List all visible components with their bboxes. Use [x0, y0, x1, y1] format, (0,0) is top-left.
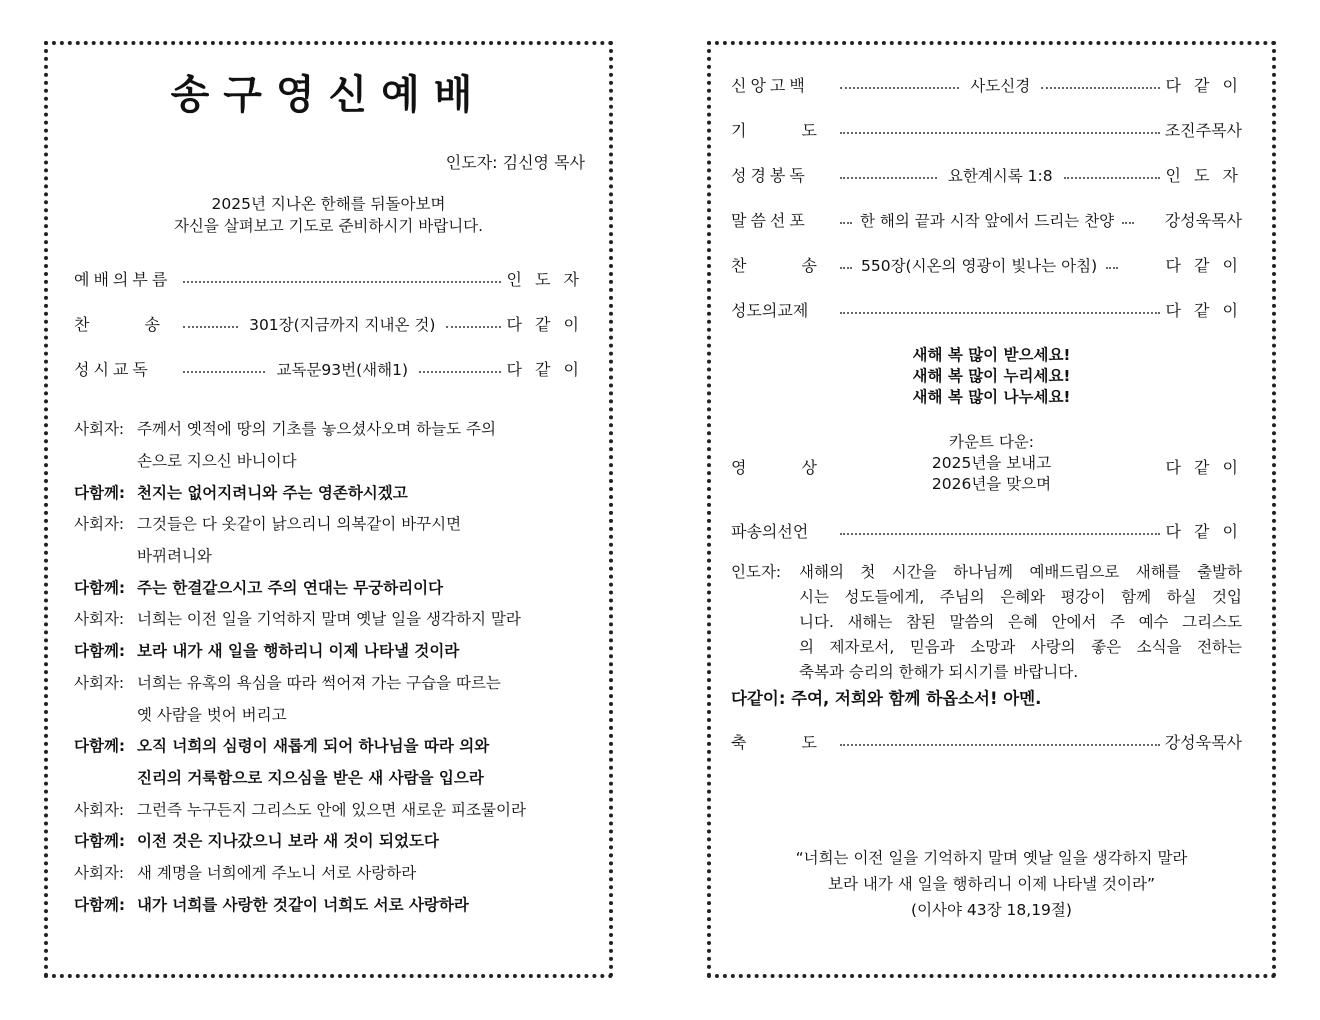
order-row-hymn [731, 253, 1242, 276]
verse-line: 보라 내가 새 일을 행하리니 이제 나타낼 것이라” [827, 875, 1155, 893]
order-detail: 550장(시온의 영광이 빛나는 아침) [861, 256, 1098, 275]
right-page [707, 41, 1276, 978]
leader-dots [183, 371, 265, 373]
greeting-line: 새해 복 많이 나누세요! [912, 388, 1071, 406]
leader-dots [183, 326, 238, 328]
closing-verse [711, 845, 1272, 923]
order-row-responsive-reading [74, 357, 583, 380]
leader-dots [840, 177, 937, 179]
order-name: 파송의선언 [731, 522, 809, 541]
reading-line: 다함께: 주는 한결같으시고 주의 연대는 무궁하리이다 [74, 578, 444, 597]
order-row-prayer [731, 118, 1242, 141]
reading-line: 사회자: 그것들은 다 옷같이 낡으리니 의복같이 바꾸시면 [74, 515, 462, 534]
greeting-line: 새해 복 많이 받으세요! [912, 346, 1071, 364]
order-responder: 조진주목사 [1164, 121, 1242, 140]
reading-line: 사회자: 너희는 유혹의 욕심을 따라 썩어져 가는 구습을 따르는 [74, 673, 501, 692]
order-row-creed [731, 73, 1242, 96]
greeting-line: 새해 복 많이 누리세요! [912, 367, 1071, 385]
reading-line: 바뀌려니와 [137, 547, 212, 566]
video-responder: 다 같 이 [1165, 458, 1242, 477]
order-detail: 301장(지금까지 지내온 것) [249, 315, 436, 334]
reading-line: 다함께: 오직 너희의 심령이 새롭게 되어 하나님을 따라 의와 [74, 737, 490, 756]
reading-line: 손으로 지으신 바니이다 [137, 452, 297, 471]
leader-dots [419, 371, 501, 373]
new-year-greetings [711, 345, 1272, 408]
order-responder: 강성욱목사 [1164, 211, 1242, 230]
leader-dots [840, 132, 1160, 134]
order-row-call-to-worship [74, 267, 583, 290]
order-detail: 한 해의 끝과 시작 앞에서 드리는 찬양 [860, 211, 1115, 230]
closing-speaker: 인도자: [731, 563, 782, 581]
reading-line: 사회자: 새 계명을 너희에게 주노니 서로 사랑하라 [74, 863, 417, 882]
intro-text [48, 193, 609, 237]
closing-line: 의 제자로서, 믿음과 소망과 사랑의 좋은 소식을 전하는 [799, 638, 1242, 656]
leader-dots [840, 222, 852, 224]
order-responder: 다 같 이 [1165, 522, 1242, 541]
order-row-sermon [731, 208, 1242, 231]
leader-dots [446, 326, 501, 328]
leader-dots [840, 533, 1160, 535]
reading-line: 사회자: 너희는 이전 일을 기억하지 말며 옛날 일을 생각하지 말라 [74, 610, 521, 629]
order-name: 말씀선포 [731, 211, 809, 230]
verse-line: “너희는 이전 일을 기억하지 말며 옛날 일을 생각하지 말라 [795, 849, 1188, 867]
responsive-reading [74, 414, 579, 921]
countdown-line: 2026년을 맞으며 [931, 475, 1052, 493]
intro-line: 자신을 살펴보고 기도로 준비하시기 바랍니다. [173, 217, 484, 235]
order-responder: 다 같 이 [1165, 256, 1242, 275]
reading-line: 사회자: 그런즉 누구든지 그리스도 안에 있으면 새로운 피조물이라 [74, 800, 526, 819]
reading-line: 사회자: 주께서 옛적에 땅의 기초를 놓으셨사오며 하늘도 주의 [74, 420, 496, 439]
order-responder: 다 같 이 [506, 360, 584, 379]
reading-line: 진리의 거룩함으로 지으심을 받은 새 사람을 입으라 [137, 768, 484, 787]
reading-line: 다함께: 천지는 없어지려니와 주는 영존하시겠고 [74, 483, 408, 502]
order-responder: 강성욱목사 [1164, 733, 1242, 752]
leader-dots [840, 267, 852, 269]
leader-dots [1041, 87, 1160, 89]
reading-line: 다함께: 내가 너희를 사랑한 것같이 너희도 서로 사랑하라 [74, 895, 469, 914]
leader-dots [1122, 222, 1134, 224]
order-name: 신앙고백 [731, 76, 809, 95]
left-page [44, 41, 613, 978]
closing-line: 새해의 첫 시간을 하나님께 예배드림으로 새해를 출발하 [799, 563, 1242, 581]
countdown-line: 2025년을 보내고 [931, 454, 1052, 472]
order-row-dismissal [731, 519, 1242, 542]
order-name: 축 도 [731, 733, 817, 752]
order-responder: 다 같 이 [1165, 301, 1242, 320]
leader-dots [183, 281, 501, 283]
worship-leader: 인도자: 김신영 목사 [445, 153, 585, 172]
page-title: 송구영신예배 [170, 71, 487, 118]
order-responder: 다 같 이 [506, 315, 583, 334]
closing-line: 시는 성도들에게, 주님의 은혜와 평강이 함께 하실 것입 [799, 588, 1242, 606]
closing-line: 축복과 승리의 한해가 되시기를 바랍니다. [799, 663, 1079, 681]
leader-dots [840, 87, 959, 89]
order-name: 성도의교제 [731, 301, 809, 320]
order-detail: 요한계시록 1:8 [947, 166, 1053, 185]
order-responder: 인 도 자 [506, 270, 583, 289]
reading-line: 옛 사람을 벗어 버리고 [137, 705, 287, 724]
order-name: 성시교독 [74, 360, 152, 379]
closing-line: 니다. 새해는 참된 말씀의 은혜 안에서 주 예수 그리스도 [799, 613, 1242, 631]
reading-line: 다함께: 이전 것은 지나갔으니 보라 새 것이 되었도다 [74, 832, 439, 851]
leader-dots [1064, 177, 1161, 179]
amen-response: 다같이: 주여, 저희와 함께 하옵소서! 아멘. [731, 689, 1042, 708]
video-label: 영 상 [731, 458, 817, 477]
order-row-hymn [74, 312, 583, 335]
leader-dots [1106, 267, 1118, 269]
order-detail: 교독문93번(새해1) [276, 360, 408, 379]
order-name: 성경봉독 [731, 166, 809, 185]
order-detail: 사도신경 [970, 76, 1031, 95]
order-name: 예배의부름 [74, 270, 172, 289]
order-name: 기 도 [731, 121, 817, 140]
order-responder: 다 같 이 [1165, 76, 1243, 95]
order-responder: 인 도 자 [1165, 166, 1243, 185]
order-row-fellowship [731, 298, 1242, 321]
order-name: 찬 송 [731, 256, 817, 275]
order-row-benediction [731, 730, 1242, 753]
reading-line: 다함께: 보라 내가 새 일을 행하리니 이제 나타낼 것이라 [74, 642, 460, 661]
order-row-scripture [731, 163, 1242, 186]
intro-line: 2025년 지나온 한해를 뒤돌아보며 [211, 195, 446, 213]
closing-words [731, 560, 1242, 685]
countdown-line: 카운트 다운: [948, 433, 1034, 451]
verse-reference: (이사야 43장 18,19절) [911, 901, 1072, 919]
leader-dots [840, 744, 1160, 746]
order-name: 찬 송 [74, 315, 160, 334]
leader-dots [840, 312, 1160, 314]
